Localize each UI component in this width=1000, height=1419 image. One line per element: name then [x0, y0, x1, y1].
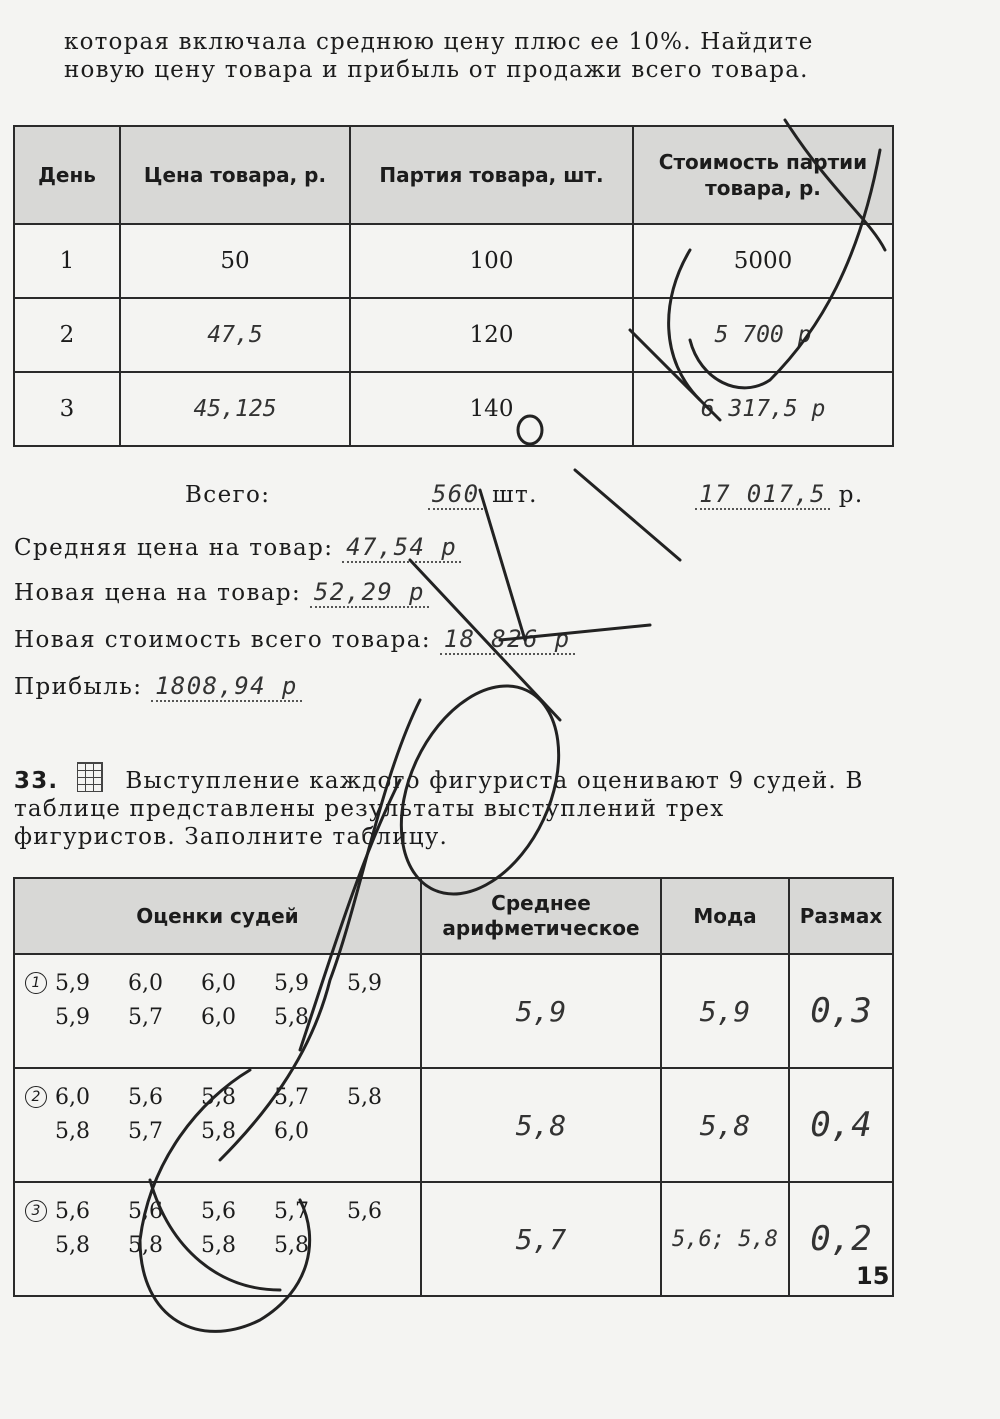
- score: 5,8: [201, 1085, 236, 1110]
- header-range: Размах: [789, 878, 893, 954]
- header-day: День: [14, 126, 120, 224]
- skater-number-badge: 3: [25, 1200, 47, 1222]
- score: 5,9: [347, 971, 382, 996]
- totals-sum-unit: р.: [838, 482, 864, 508]
- table-header-row: [14, 126, 893, 224]
- answer-label: Новая стоимость всего товара:: [14, 627, 432, 653]
- task-33: [14, 762, 894, 851]
- score: 6,0: [55, 1085, 90, 1110]
- cell-price: 50: [120, 224, 350, 298]
- scores-table: [13, 877, 894, 1297]
- table-row: [14, 224, 893, 298]
- cell-mode: 5,9: [661, 954, 789, 1068]
- answer-value: 52,29 р: [310, 578, 429, 608]
- score: 5,8: [55, 1233, 90, 1258]
- answer-average-price: [14, 533, 461, 563]
- score: 6,0: [128, 971, 163, 996]
- cell-day: 2: [14, 298, 120, 372]
- score: 5,6: [347, 1199, 382, 1224]
- score: 5,6: [55, 1199, 90, 1224]
- score: 5,9: [55, 1005, 90, 1030]
- table-header-row: [14, 878, 893, 954]
- score: 5,7: [274, 1199, 309, 1224]
- header-batch: Партия товара, шт.: [350, 126, 633, 224]
- table-row: [14, 954, 893, 1068]
- cell-price-handwritten: 47,5: [120, 298, 350, 372]
- header-mode: Мода: [661, 878, 789, 954]
- score: 5,6: [201, 1199, 236, 1224]
- cell-cost-handwritten: 6 317,5 р: [633, 372, 893, 446]
- answer-value: 18 826 р: [440, 625, 575, 655]
- totals-sum: 17 017,5: [695, 480, 830, 510]
- table-row: [14, 372, 893, 446]
- cell-scores: [14, 1182, 421, 1296]
- table-row: [14, 1182, 893, 1296]
- score: 5,7: [128, 1005, 163, 1030]
- score: 5,8: [274, 1005, 309, 1030]
- score: 5,8: [128, 1233, 163, 1258]
- score: 5,8: [201, 1233, 236, 1258]
- totals-label: Всего:: [185, 482, 271, 508]
- cell-scores: [14, 954, 421, 1068]
- score: 6,0: [274, 1119, 309, 1144]
- page-number: 15: [856, 1262, 890, 1290]
- answer-label: Новая цена на товар:: [14, 580, 302, 606]
- score: 5,8: [55, 1119, 90, 1144]
- cell-range: 0,3: [789, 954, 893, 1068]
- cell-cost-handwritten: 5 700 р: [633, 298, 893, 372]
- totals-qty: 560: [428, 480, 484, 510]
- header-mean: Среднее арифметическое: [421, 878, 661, 954]
- cell-range: 0,2: [789, 1182, 893, 1296]
- cell-mean: 5,7: [421, 1182, 661, 1296]
- price-table: [13, 125, 894, 447]
- score: 5,9: [274, 971, 309, 996]
- score: 5,7: [274, 1085, 309, 1110]
- score: 6,0: [201, 971, 236, 996]
- answer-profit: [14, 672, 302, 702]
- table-row: [14, 1068, 893, 1182]
- cell-price-handwritten: 45,125: [120, 372, 350, 446]
- totals-line: [185, 480, 864, 510]
- totals-qty-unit: шт.: [492, 482, 538, 508]
- table-row: [14, 298, 893, 372]
- answer-new-total-cost: [14, 625, 575, 655]
- skater-number-badge: 2: [25, 1086, 47, 1108]
- header-scores: Оценки судей: [14, 878, 421, 954]
- cell-mode: 5,6; 5,8: [661, 1182, 789, 1296]
- cell-batch: 140: [350, 372, 633, 446]
- answer-label: Средняя цена на товар:: [14, 535, 334, 561]
- answer-value: 1808,94 р: [151, 672, 302, 702]
- answer-new-price: [14, 578, 429, 608]
- cell-range: 0,4: [789, 1068, 893, 1182]
- cell-cost: 5000: [633, 224, 893, 298]
- score: 5,7: [128, 1119, 163, 1144]
- skater-number-badge: 1: [25, 972, 47, 994]
- header-price: Цена товара, р.: [120, 126, 350, 224]
- scribble-stroke: [480, 490, 525, 640]
- cell-mean: 5,9: [421, 954, 661, 1068]
- score: 5,8: [201, 1119, 236, 1144]
- cell-batch: 120: [350, 298, 633, 372]
- cell-mode: 5,8: [661, 1068, 789, 1182]
- cell-scores: [14, 1068, 421, 1182]
- cell-mean: 5,8: [421, 1068, 661, 1182]
- score: 5,8: [274, 1233, 309, 1258]
- answer-label: Прибыль:: [14, 674, 143, 700]
- score: 5,8: [347, 1085, 382, 1110]
- score: 6,0: [201, 1005, 236, 1030]
- answer-value: 47,54 р: [342, 533, 461, 563]
- cell-batch: 100: [350, 224, 633, 298]
- calculator-icon: [77, 762, 103, 792]
- score: 5,9: [55, 971, 90, 996]
- score: 5,6: [128, 1085, 163, 1110]
- score: 5,6: [128, 1199, 163, 1224]
- header-cost: Стоимость партии товара, р.: [633, 126, 893, 224]
- task-number: 33.: [14, 768, 59, 794]
- cell-day: 3: [14, 372, 120, 446]
- task-text: Выступление каждого фигуриста оценивают 9 судей. В таблице представлены результаты выступлений трех фигуристов. Заполните таблицу.: [14, 768, 864, 850]
- cell-day: 1: [14, 224, 120, 298]
- intro-paragraph: которая включала среднюю цену плюс ее 10%. Найдите новую цену товара и прибыль от продажи всего товара.: [64, 29, 814, 83]
